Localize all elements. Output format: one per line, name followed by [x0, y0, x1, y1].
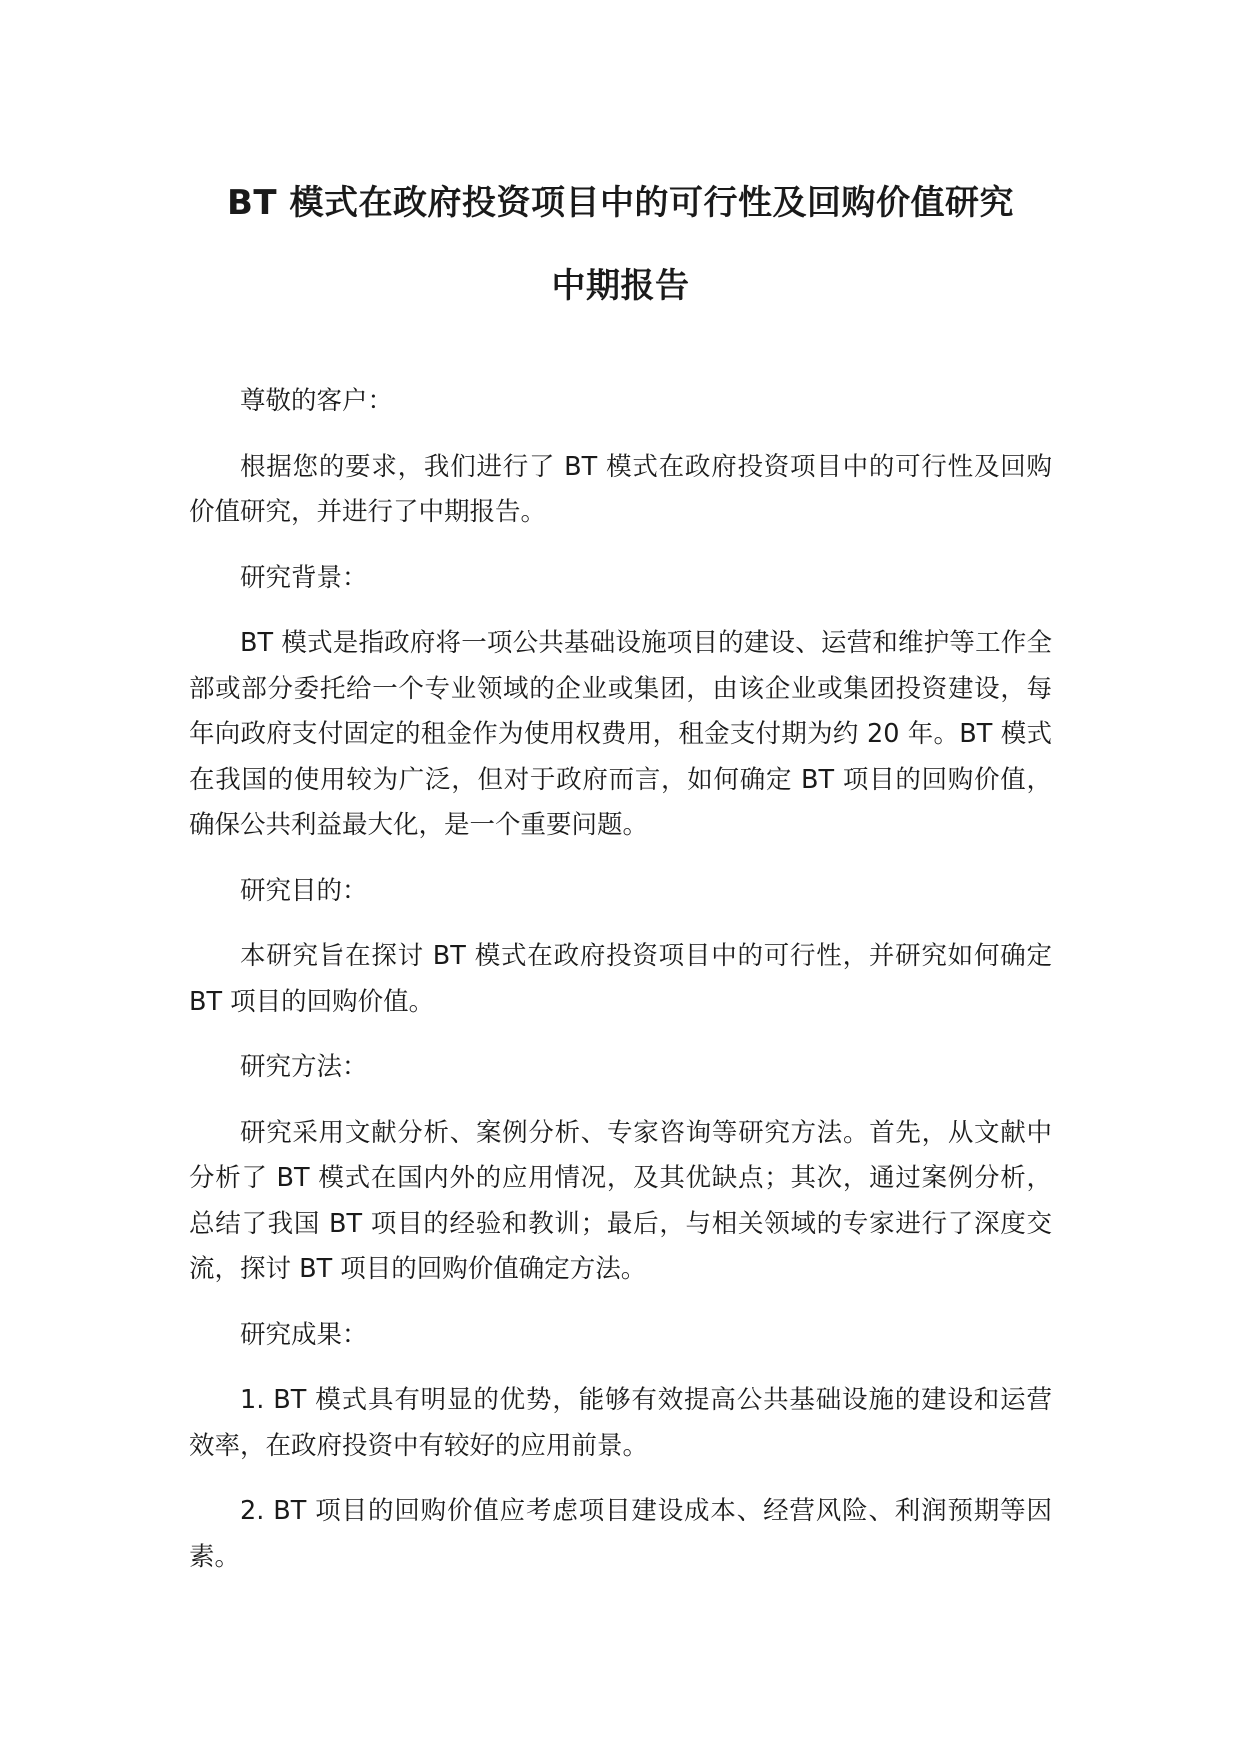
section-heading-purpose: 研究目的： [240, 875, 368, 906]
intro-paragraph: 根据您的要求，我们进行了 BT 模式在政府投资项目中的可行性及回购价值研究，并进行了中期报告。 [189, 451, 1052, 527]
purpose-paragraph: 本研究旨在探讨 BT 模式在政府投资项目中的可行性，并研究如何确定 BT 项目的回购价值。 [189, 941, 1052, 1017]
background-paragraph: BT 模式是指政府将一项公共基础设施项目的建设、运营和维护等工作全部或部分委托给一个专业领域的企业或集团，由该企业或集团投资建设，每年向政府支付固定的租金作为使用权费用，租金支付期为约 20 年。BT 模式在我国的使用较为广泛，但对于政府而言，如何确定 BT 项目的回购价值，确保公共利益最大化，是一个重要问题。 [189, 628, 1052, 840]
section-heading-method: 研究方法： [240, 1052, 368, 1082]
document-title: BT 模式在政府投资项目中的可行性及回购价值研究 [227, 183, 1014, 223]
method-paragraph: 研究采用文献分析、案例分析、专家咨询等研究方法。首先，从文献中分析了 BT 模式在国内外的应用情况，及其优缺点；其次，通过案例分析，总结了我国 BT 项目的经验和教训；最后，与相关领域的专家进行了深度交流，探讨 BT 项目的回购价值确定方法。 [189, 1117, 1052, 1284]
section-heading-background: 研究背景： [240, 562, 368, 593]
result-item-1: 1. BT 模式具有明显的优势，能够有效提高公共基础设施的建设和运营效率，在政府投资中有较好的应用前景。 [189, 1385, 1052, 1461]
salutation: 尊敬的客户： [240, 386, 394, 416]
section-heading-results: 研究成果： [240, 1319, 368, 1350]
result-item-2: 2. BT 项目的回购价值应考虑项目建设成本、经营风险、利润预期等因素。 [189, 1496, 1052, 1572]
document-subtitle: 中期报告 [551, 266, 690, 306]
document-body [189, 379, 1052, 1600]
